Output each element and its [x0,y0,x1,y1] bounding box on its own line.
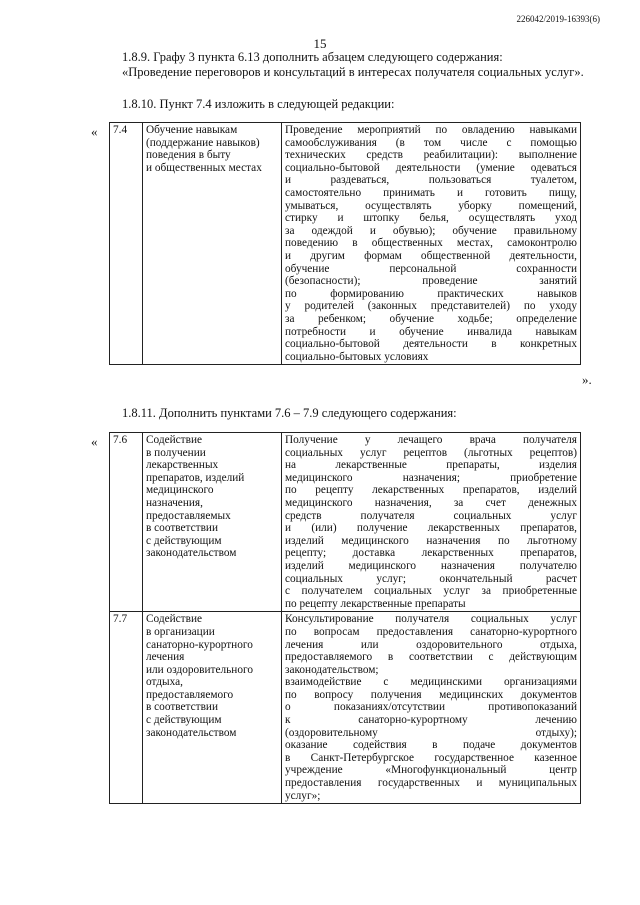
service-name-line: и общественных местах [146,161,262,174]
service-name-cell [143,433,282,612]
service-name-line: предоставляемых [146,509,231,522]
service-description-line: учреждение «Многофункциональный центр [285,764,577,777]
service-description-line: взаимодействие с медицинскими организациями [285,676,577,689]
service-name-line: законодательством [146,547,237,560]
service-name-line: поведения в быту [146,149,231,162]
service-name-line: в получении [146,446,206,459]
service-description-line: социально-бытовой деятельности (умение одеваться [285,161,577,174]
service-name-cell [143,123,282,365]
service-description-line: услуг»; [285,789,321,802]
opening-quote-mark: « [91,434,98,449]
service-description-line: поведению в общественных местах, самоконтролю [285,237,577,250]
service-description-line: законодательством; [285,663,379,676]
service-description-line: стирку и штопку белья, осуществлять уход [285,212,577,225]
service-description-line: по рецепту лекарственные препараты [285,597,466,610]
opening-quote-mark: « [91,124,98,139]
service-name-line: в организации [146,625,215,638]
service-name-line: санаторно-курортного [146,638,253,651]
service-name-line: в соответствии [146,701,218,714]
table-row [110,612,581,804]
service-description-line: самостоятельно принимать и готовить пищу, [285,186,577,199]
service-description-line: социальных услуг; окончательный расчет [285,572,577,585]
service-description-line: Проведение мероприятий по овладению навыками [285,124,577,136]
service-description-line: за одеждой и обувью); обучение правильному [285,224,577,237]
service-description-line: Получение у лечащего врача получателя [285,434,577,446]
service-description-line: к санаторно-курортному лечению [285,714,577,727]
service-description-line: умываться, осуществлять уборку помещений, [285,199,577,212]
service-description-line: социальных услуг рецептов (льготных рецептов) [285,446,577,459]
service-description-line: социально-бытовой деятельности в конкретных [285,338,577,351]
service-description-line: изделий медицинского назначения по льготному [285,534,577,547]
service-description-line: медицинского назначения; приобретение [285,471,577,484]
service-name-line: в соответствии [146,522,218,535]
service-description-line: и другим формам общественной деятельности, [285,249,577,262]
service-description-line: по вопросам предоставления санаторно-курортного [285,625,577,638]
closing-quote-mark: ». [582,372,592,387]
paragraph-1-8-10: 1.8.10. Пункт 7.4 изложить в следующей редакции: [122,97,395,111]
table-row [110,433,581,612]
service-name-line: предоставляемого [146,688,234,701]
page-number: 15 [313,36,327,51]
service-description-line: социально-бытовых условиях [285,350,429,363]
service-name-line: законодательством [146,726,237,739]
service-name-line: лекарственных [146,459,219,472]
service-description-line: о показаниях/отсутствии противопоказаний [285,701,577,714]
service-description-line: потребности и обучение инвалида навыкам [285,325,577,338]
paragraph-quote-negotiations: «Проведение переговоров и консультаций в интересах получателя социальных услуг». [122,65,584,79]
service-name-line: (поддержание навыков) [146,136,260,149]
service-name-line: Содействие [146,613,203,626]
service-name-line: Содействие [146,434,203,446]
table-point-7-4 [109,122,581,365]
service-name-line: лечения [146,651,185,664]
service-description-line: рецепту; доставка лекарственных препаратов, [285,547,577,560]
service-description-line: по формированию практических навыков [285,287,577,300]
service-description-line: лечения или оздоровительного отдыха, [285,638,577,651]
service-name-line: медицинского [146,484,214,497]
item-number-cell: 7.7 [110,612,143,804]
service-description-line: Консультирование получателя социальных услуг [285,613,577,626]
service-description-line: (оздоровительному отдыху); [285,726,577,739]
table-points-7-6-7-9 [109,432,581,804]
service-description-cell [282,123,581,365]
service-description-line: у родителей (законных представителей) по уходу [285,300,577,313]
service-description-line: на лекарственные препараты, изделия [285,459,577,472]
service-description-line: (безопасности); проведение занятий [285,275,577,288]
service-description-line: и (или) получение лекарственных препаратов, [285,522,577,535]
service-description-line: обучение персональной сохранности [285,262,577,275]
service-description-cell [282,612,581,804]
service-description-line: с получателем социальных услуг за приобретенные [285,585,577,598]
service-description-line: по рецепту лекарственных препаратов, изделий [285,484,577,497]
item-number-cell: 7.6 [110,433,143,612]
service-description-line: за ребенком; обучение ходьбе; определение [285,312,577,325]
service-name-line: отдыха, [146,676,183,689]
service-description-line: самообслуживания (в том числе с помощью [285,136,577,149]
service-description-line: оказание содействия в подаче документов [285,739,577,752]
service-description-line: средств получателя социальных услуг [285,509,577,522]
service-description-line: в Санкт-Петербургское государственное казенное [285,751,577,764]
service-name-line: с действующим [146,714,222,727]
service-name-line: или оздоровительного [146,663,253,676]
service-description-line: по вопросу получения медицинских документов [285,688,577,701]
service-name-line: с действующим [146,534,222,547]
service-description-line: медицинского назначения, за счет денежных [285,496,577,509]
service-description-line: и раздеваться, пользоваться туалетом, [285,174,577,187]
paragraph-1-8-11: 1.8.11. Дополнить пунктами 7.6 – 7.9 следующего содержания: [122,406,457,420]
service-description-cell [282,433,581,612]
service-name-line: препаратов, изделий [146,471,245,484]
service-description-line: технических средств реабилитации): выполнение [285,149,577,162]
table-row [110,123,581,365]
service-name-line: назначения, [146,496,203,509]
item-number-cell: 7.4 [110,123,143,365]
service-description-line: предоставления государственных и муниципальных [285,777,577,790]
document-id: 226042/2019-16393(6) [516,14,600,24]
service-description-line: изделий медицинского назначения получателю [285,559,577,572]
paragraph-1-8-9: 1.8.9. Графу 3 пункта 6.13 дополнить абзацем следующего содержания: [122,50,503,64]
service-name-cell [143,612,282,804]
service-description-line: предоставляемого в соответствии с действующим [285,651,577,664]
service-name-line: Обучение навыкам [146,124,238,136]
